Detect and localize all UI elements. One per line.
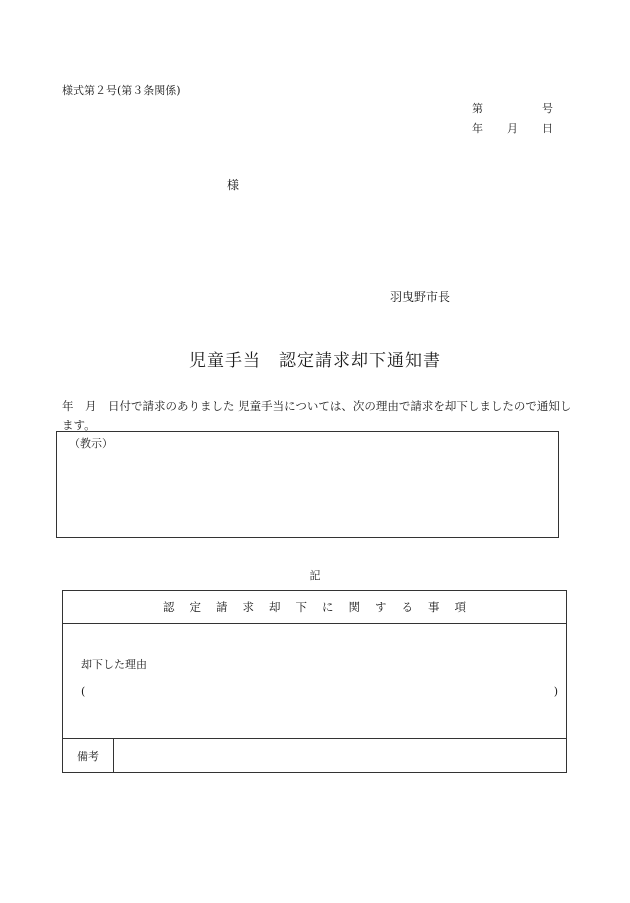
- reason-paren-close: ): [553, 685, 558, 698]
- issuer-name: 羽曳野市長: [390, 290, 451, 304]
- body-text: 年 月 日付で請求のありました 児童手当については、次の理由で請求を却下しましたので通知します。: [62, 399, 572, 432]
- date-year-label: 年: [472, 122, 483, 135]
- form-number: 様式第２号(第３条関係): [62, 84, 181, 97]
- notice-label: （教示）: [69, 437, 113, 450]
- document-number-label: 第: [472, 102, 483, 115]
- notice-box: [56, 431, 559, 538]
- table-header: 認定請求却下に関する事項: [63, 591, 566, 624]
- reason-paren-open: (: [81, 685, 86, 698]
- document-number-suffix: 号: [542, 102, 553, 115]
- remarks-label: 備考: [63, 739, 114, 772]
- date-day-label: 日: [542, 122, 553, 135]
- remarks-row: [63, 738, 566, 772]
- addressee-honorific: 様: [227, 178, 240, 192]
- date-month-label: 月: [507, 122, 518, 135]
- ki-heading: 記: [309, 569, 321, 582]
- reason-label: 却下した理由: [81, 658, 147, 671]
- detail-table: [62, 590, 567, 773]
- document-title: 児童手当 認定請求却下通知書: [189, 351, 441, 371]
